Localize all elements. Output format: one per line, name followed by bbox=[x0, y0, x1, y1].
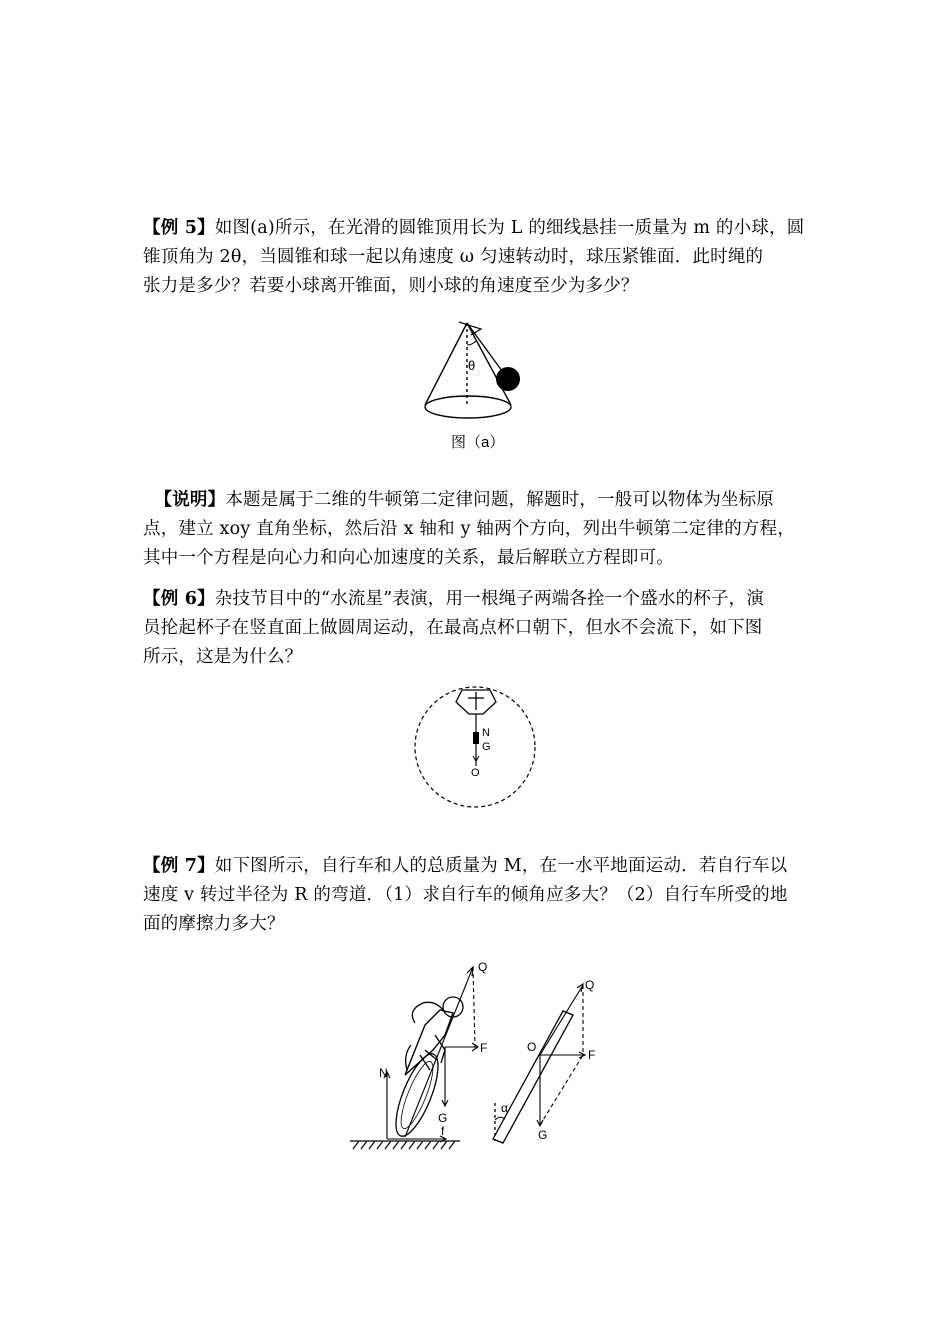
water-star-figure bbox=[410, 682, 540, 812]
example6-line-2: 员抡起杯子在竖直面上做圆周运动，在最高点杯口朝下，但水不会流下，如下图 bbox=[143, 618, 763, 638]
label-g: G bbox=[482, 741, 491, 753]
example5-tag: 【例 5】 bbox=[143, 218, 215, 238]
water-block bbox=[473, 732, 479, 744]
right-alpha-label: α bbox=[501, 1101, 508, 1115]
example7-line-2: 速度 v 转过半径为 R 的弯道．（1）求自行车的倾角应多大？（2）自行车所受的地 bbox=[143, 885, 788, 905]
cup bbox=[456, 690, 496, 714]
tilted-rod bbox=[493, 1011, 573, 1143]
label-o: O bbox=[471, 767, 480, 779]
explanation-line-3: 其中一个方程是向心力和向心加速度的关系，最后解联立方程即可。 bbox=[143, 548, 674, 568]
right-q-label: Q bbox=[585, 978, 595, 992]
example5-text bbox=[143, 214, 808, 301]
bicycle-rider bbox=[388, 997, 463, 1141]
example7-line-3: 面的摩擦力多大？ bbox=[143, 914, 285, 934]
example6-text bbox=[143, 585, 808, 672]
example7-text bbox=[143, 852, 808, 939]
figure-a-caption: 图（a） bbox=[451, 434, 505, 451]
example5-line-1: 【例 5】如图(a)所示，在光滑的圆锥顶用长为 L 的细线悬挂一质量为 m 的小球，圆 bbox=[143, 218, 805, 238]
force-arrow bbox=[473, 744, 479, 761]
theta-label: θ bbox=[468, 358, 476, 373]
force-lines-right bbox=[537, 984, 585, 1126]
example7-line-1: 【例 7】如下图所示，自行车和人的总质量为 M，在一水平地面运动．若自行车以 bbox=[143, 856, 788, 876]
label-n: N bbox=[482, 727, 490, 739]
explanation-line-1: 【说明】本题是属于二维的牛顿第二定律问题，解题时，一般可以物体为坐标原 bbox=[154, 490, 775, 510]
left-f-label: F bbox=[480, 1041, 488, 1055]
left-q-label: Q bbox=[478, 960, 488, 974]
ball bbox=[496, 367, 520, 391]
ground-left bbox=[350, 1141, 460, 1149]
right-o-label: O bbox=[527, 1040, 537, 1054]
explanation-line-2: 点，建立 xoy 直角坐标，然后沿 x 轴和 y 轴两个方向，列出牛顿第二定律的方程， bbox=[143, 519, 796, 539]
left-g-label: G bbox=[438, 1111, 448, 1125]
left-n-label: N bbox=[379, 1066, 388, 1080]
cone-figure bbox=[415, 315, 530, 455]
explanation-tag: 【说明】 bbox=[154, 490, 226, 510]
example6-tag: 【例 6】 bbox=[143, 589, 215, 609]
right-f-label: F bbox=[588, 1048, 596, 1062]
explanation-text bbox=[143, 486, 808, 573]
example5-line-3: 张力是多少？若要小球离开锥面，则小球的角速度至少为多少？ bbox=[143, 276, 639, 296]
example6-line-1: 【例 6】杂技节目中的“水流星”表演，用一根绳子两端各拴一个盛水的杯子，演 bbox=[143, 589, 765, 609]
left-friction-label: f bbox=[441, 1124, 445, 1138]
bicycle-figure bbox=[345, 955, 605, 1155]
example7-tag: 【例 7】 bbox=[143, 856, 215, 876]
angle-arc bbox=[467, 341, 476, 345]
example5-line-2: 锥顶角为 2θ，当圆锥和球一起以角速度 ω 匀速转动时，球压紧锥面．此时绳的 bbox=[143, 247, 764, 267]
example6-line-3: 所示，这是为什么？ bbox=[143, 647, 303, 667]
right-g-label: G bbox=[538, 1128, 548, 1142]
